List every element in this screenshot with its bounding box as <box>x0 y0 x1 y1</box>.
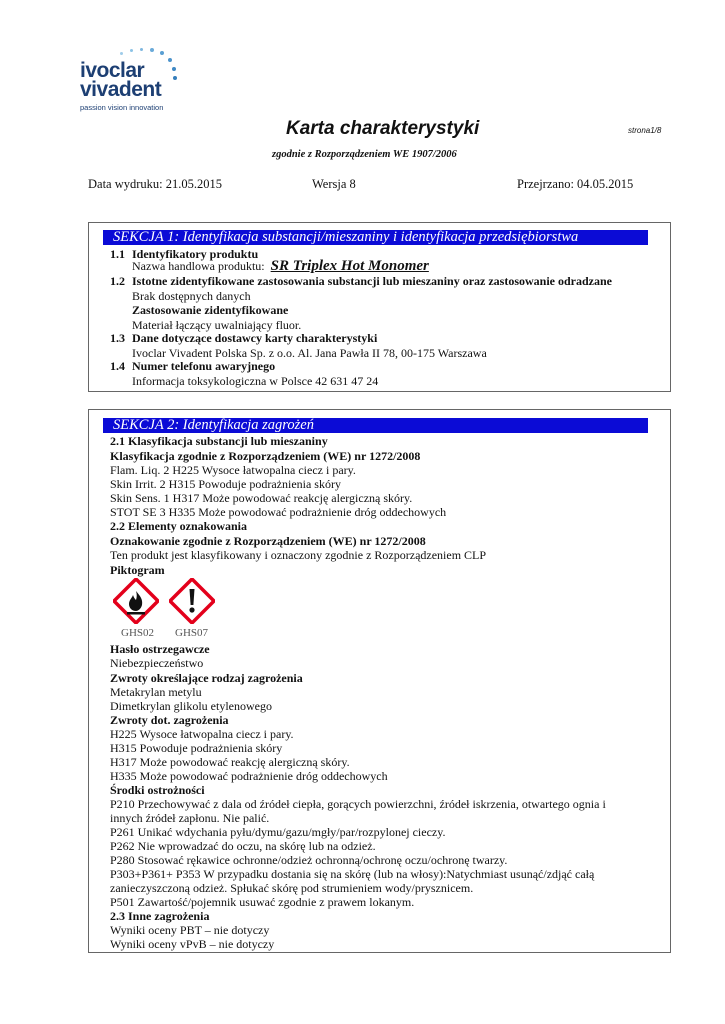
logo-word-2: vivadent <box>80 78 162 101</box>
company-logo <box>80 46 190 114</box>
classification-line: Flam. Liq. 2 H225 Wysoce łatwopalna ciecz i pary. <box>110 463 356 477</box>
item-number: 1.1 <box>110 247 125 261</box>
logo-dot <box>168 58 172 62</box>
clp-label-text: Ten produkt jest klasyfikowany i oznaczony zgodnie z Rozporządzeniem CLP <box>110 548 487 562</box>
signal-word-heading: Hasło ostrzegawcze <box>110 642 210 656</box>
precautionary-statement: P210 Przechowywać z dala od źródeł ciepła, gorących powierzchni, źródeł iskrzenia, otwartego ognia i <box>110 797 606 811</box>
precautionary-statement: innych źródeł zapłonu. Nie palić. <box>110 811 270 825</box>
regulation-subtitle: zgodnie z Rozporządzeniem WE 1907/2006 <box>272 149 457 160</box>
hazard-statement: H335 Może powodować podrażnienie dróg oddechowych <box>110 769 388 783</box>
logo-dot <box>172 67 176 71</box>
precautionary-statement: P262 Nie wprowadzać do oczu, na skórę lub na odzież. <box>110 839 376 853</box>
heading-emergency-phone: Numer telefonu awaryjnego <box>132 359 276 373</box>
section-2-header: SEKCJA 2: Identyfikacja zagrożeń <box>103 418 648 433</box>
pictogram-heading: Piktogram <box>110 563 165 577</box>
hazard-statement: H315 Powoduje podrażnienia skóry <box>110 741 283 755</box>
hazard-statements-heading: Zwroty dot. zagrożenia <box>110 713 229 727</box>
hazard-determinant: Dimetkrylan glikolu etylenowego <box>110 699 272 713</box>
precautionary-statement: P261 Unikać wdychania pyłu/dymu/gazu/mgły/par/rozpylonej cieczy. <box>110 825 446 839</box>
ghs02-label: GHS02 <box>121 627 155 639</box>
identified-uses-heading: Zastosowanie zidentyfikowane <box>132 303 289 317</box>
precautionary-statement: P280 Stosować rękawice ochronne/odzież ochronną/ochronę oczu/ochronę twarzy. <box>110 853 508 867</box>
heading-uses: Istotne zidentyfikowane zastosowania substancji lub mieszaniny oraz zastosowanie odradzane <box>132 274 613 288</box>
logo-dot <box>160 51 164 55</box>
section-1-header: SEKCJA 1: Identyfikacja substancji/mieszaniny i identyfikacja przedsiębiorstwa <box>103 230 648 245</box>
trade-name-row <box>132 259 429 273</box>
signal-word: Niebezpieczeństwo <box>110 656 204 670</box>
trade-name-label: Nazwa handlowa produktu: <box>132 259 265 273</box>
trade-name: SR Triplex Hot Monomer <box>270 258 429 274</box>
identified-uses-text: Materiał łączący uwalniający fluor. <box>132 318 302 332</box>
classification-line: Skin Irrit. 2 H315 Powoduje podrażnienia skóry <box>110 477 341 491</box>
version: Wersja 8 <box>312 177 356 191</box>
heading-other-hazards: 2.3 Inne zagrożenia <box>110 909 210 923</box>
precautionary-statement: P303+P361+ P353 W przypadku dostania się na skórę (lub na włosy):Natychmiast usunąć/zdjąć całą <box>110 867 595 881</box>
flame-pictogram-icon <box>113 578 159 624</box>
logo-dot <box>150 48 154 52</box>
hazard-determinants-heading: Zwroty określające rodzaj zagrożenia <box>110 671 303 685</box>
heading-identifiers: Identyfikatory produktu <box>132 247 259 261</box>
hazard-determinant: Metakrylan metylu <box>110 685 202 699</box>
issue-date: Data wydruku: 21.05.2015 <box>88 177 223 191</box>
hazard-statement: H317 Może powodować reakcję alergiczną skóry. <box>110 755 350 769</box>
heading-classification: 2.1 Klasyfikacja substancji lub mieszaniny <box>110 434 328 448</box>
document-title: Karta charakterystyki <box>286 118 480 139</box>
pbt-result: Wyniki oceny PBT – nie dotyczy <box>110 923 270 937</box>
item-number: 1.3 <box>110 331 125 345</box>
logo-dot <box>120 52 123 55</box>
classification-line: Skin Sens. 1 H317 Może powodować reakcję alergiczną skóry. <box>110 491 413 505</box>
hazard-statement: H225 Wysoce łatwopalna ciecz i pary. <box>110 727 294 741</box>
supplier-text: Ivoclar Vivadent Polska Sp. z o.o. Al. Jana Pawła II 78, 00-175 Warszawa <box>132 346 487 360</box>
classification-line: STOT SE 3 H335 Może powodować podrażnienie dróg oddechowych <box>110 505 447 519</box>
item-number: 1.4 <box>110 359 125 373</box>
heading-supplier: Dane dotyczące dostawcy karty charakterystyki <box>132 331 378 345</box>
logo-dot <box>140 48 143 51</box>
page-number: strona1/8 <box>628 126 662 135</box>
logo-tagline: passion vision innovation <box>80 103 164 112</box>
ghs07-label: GHS07 <box>175 627 209 639</box>
clp-classification-heading: Klasyfikacja zgodnie z Rozporządzeniem (WE) nr 1272/2008 <box>110 449 421 463</box>
precautionary-statement: zanieczyszczoną odzież. Spłukać skórę pod strumieniem wody/prysznicem. <box>110 881 474 895</box>
no-data-text: Brak dostępnych danych <box>132 289 251 303</box>
logo-dot <box>130 49 133 52</box>
logo-dot <box>173 76 177 80</box>
vpvb-result: Wyniki oceny vPvB – nie dotyczy <box>110 937 275 951</box>
precautionary-statement: P501 Zawartość/pojemnik usuwać zgodnie z prawem lokanym. <box>110 895 415 909</box>
exclamation-pictogram-icon <box>169 578 215 624</box>
precautionary-heading: Środki ostrożności <box>110 783 205 797</box>
logo-word-1: ivoclar <box>80 59 145 82</box>
emergency-phone-text: Informacja toksykologiczna w Polsce 42 631 47 24 <box>132 374 379 388</box>
clp-label-heading: Oznakowanie zgodnie z Rozporządzeniem (WE) nr 1272/2008 <box>110 534 426 548</box>
item-number: 1.2 <box>110 274 125 288</box>
heading-label-elements: 2.2 Elementy oznakowania <box>110 519 248 533</box>
review-date: Przejrzano: 04.05.2015 <box>517 177 634 191</box>
